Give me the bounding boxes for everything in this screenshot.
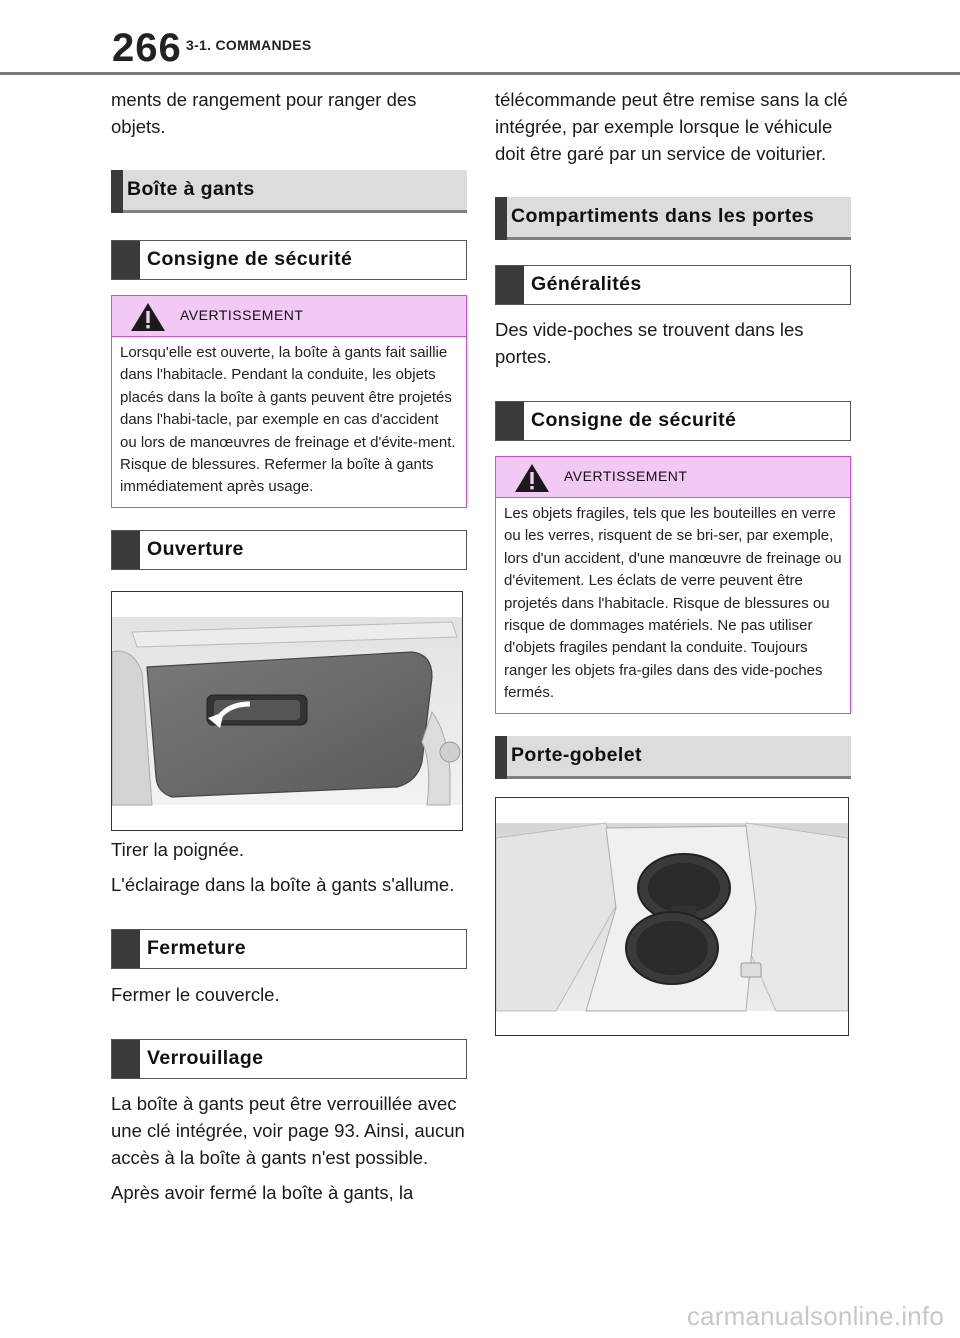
subheading-label: Généralités (531, 273, 642, 295)
continued-paragraph: télécommande peut être remise sans la clé intégrée, par exemple lorsque le véhicule doit être garé par un service de voiturier. (495, 89, 848, 164)
locking-paragraph-1: La boîte à gants peut être verrouillée avec une clé intégrée, voir page 93. Ainsi, aucun accès à la boîte à gants n'est possible. (111, 1092, 465, 1168)
subheading-label: Ouverture (147, 537, 244, 560)
subheading-opening (111, 530, 467, 570)
warning-header (112, 296, 466, 337)
opening-step-2: L'éclairage dans la boîte à gants s'allume. (111, 873, 455, 895)
subheading-label: Consigne de sécurité (531, 409, 737, 431)
warning-box (111, 295, 467, 508)
page-number: 266 (112, 26, 182, 70)
section-heading-cupholder (495, 736, 851, 779)
section-heading-label: Porte-gobelet (511, 743, 642, 766)
section-heading-door-compartments (495, 197, 851, 240)
locking-paragraph-2: Après avoir fermé la boîte à gants, la (111, 1181, 414, 1203)
subheading-safety (111, 240, 467, 280)
section-heading-label: Compartiments dans les portes (511, 205, 815, 227)
subheading-safety-doors (495, 401, 851, 441)
chapter-title: 3-1. COMMANDES (186, 37, 312, 53)
cupholder-illustration (495, 797, 849, 1036)
warning-triangle-icon (514, 463, 550, 493)
intro-paragraph: ments de rangement pour ranger des objets. (111, 89, 417, 137)
warning-text: Lorsqu'elle est ouverte, la boîte à gants fait saillie dans l'habitacle. Pendant la conduite, les objets placés dans la boîte à gants peuvent être projetés dans l'habi-tacle, par exemple en cas d'accident ou lors de manœuvres de freinage et d'évite-ment. Risque de blessures. Refermer la boîte à gants immédiatement après usage. (120, 344, 456, 496)
subheading-label: Consigne de sécurité (147, 248, 353, 270)
subheading-general (495, 265, 851, 305)
section-heading-glovebox (111, 170, 467, 213)
subheading-label: Verrouillage (147, 1046, 264, 1069)
section-heading-label: Boîte à gants (127, 178, 255, 200)
warning-label: AVERTISSEMENT (180, 307, 304, 323)
warning-text: Les objets fragiles, tels que les bouteilles en verre ou les verres, risquent de se bri-ser, par exemple, lors d'un accident, d'une manœuvre de freinage ou d'évitement. Les éclats de verre peuvent être projetés dans l'habitacle. Risque de blessures ou risque de dommages matériels. Ne pas utiliser d'objets fragiles pendant la conduite. Toujours ranger les objets fra-giles dans des vide-poches fermés. (504, 505, 842, 702)
closing-step-1: Fermer le couvercle. (111, 983, 280, 1005)
opening-step-1: Tirer la poignée. (111, 838, 244, 860)
general-paragraph: Des vide-poches se trouvent dans les portes. (495, 319, 804, 367)
warning-box (495, 456, 851, 714)
watermark: carmanualsonline.info (686, 1301, 944, 1331)
warning-triangle-icon (130, 302, 166, 332)
header-rule (0, 72, 960, 75)
glovebox-illustration (111, 591, 463, 831)
subheading-closing (111, 929, 467, 969)
left-column (111, 86, 467, 1206)
warning-header (496, 457, 850, 498)
right-column (495, 86, 851, 1036)
subheading-locking (111, 1039, 467, 1079)
warning-label: AVERTISSEMENT (564, 468, 688, 484)
subheading-label: Fermeture (147, 936, 246, 959)
page-header (0, 0, 960, 75)
